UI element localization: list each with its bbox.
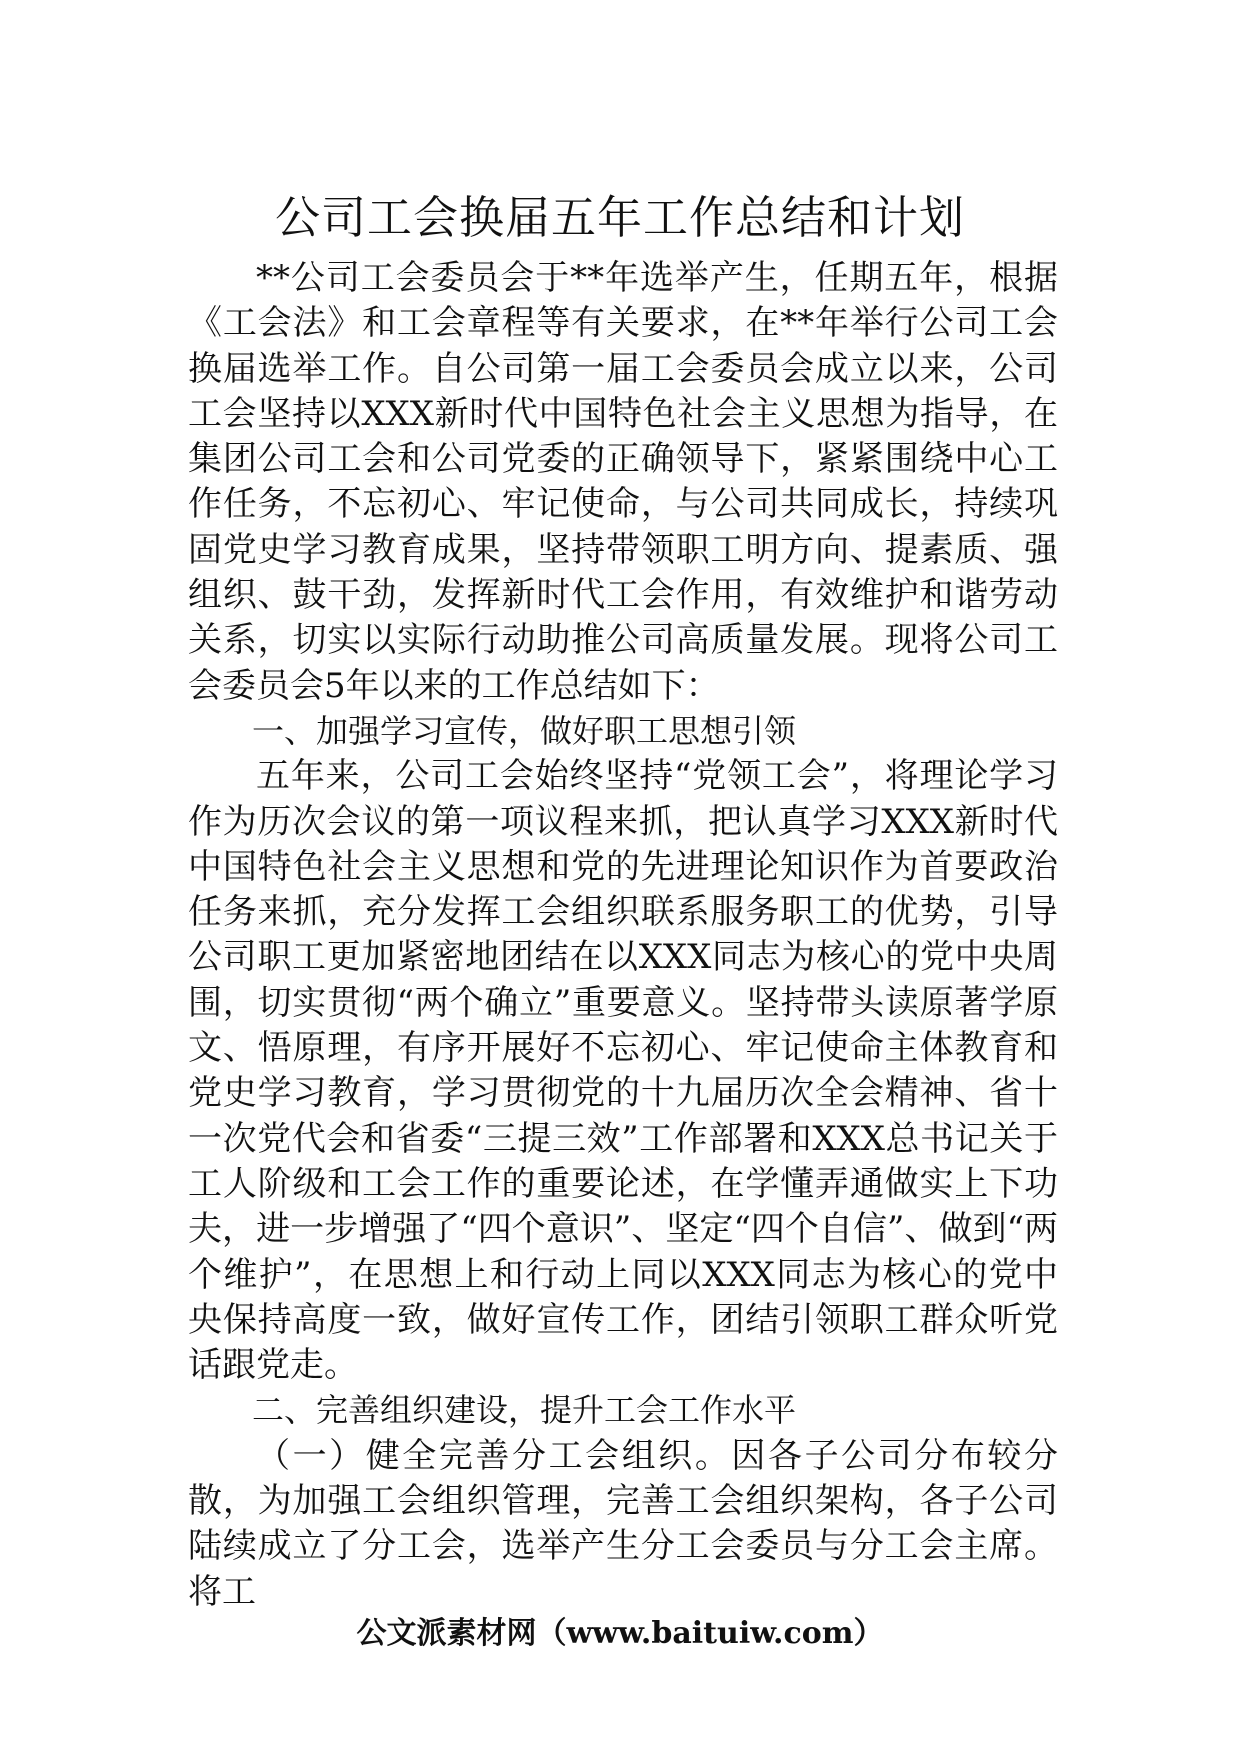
document-title: 公司工会换届五年工作总结和计划: [274, 191, 965, 244]
section-heading-1: 一、加强学习宣传，做好职工思想引领: [252, 711, 797, 750]
paragraph-section-2-1: （一）健全完善分工会组织。因各子公司分布较分散，为加强工会组织管理，完善工会组织架构，各子公司陆续成立了分工会，选举产生分工会委员与分工会主席。将工: [188, 1435, 1058, 1612]
document-body: [188, 256, 1058, 1615]
footer-watermark-text: 公文派素材网（www.baituiw.com）: [356, 1616, 884, 1651]
section-heading-2: 二、完善组织建设，提升工会工作水平: [252, 1391, 797, 1430]
paragraph-section-1: 五年来，公司工会始终坚持“党领工会”，将理论学习作为历次会议的第一项议程来抓，把认真学习XXX新时代中国特色社会主义思想和党的先进理论知识作为首要政治任务来抓，充分发挥工会组织联系服务职工的优势，引导公司职工更加紧密地团结在以XXX同志为核心的党中央周围，切实贯彻“两个确立”重要意义。坚持带头读原著学原文、悟原理，有序开展好不忘初心、牢记使命主体教育和党史学习教育，学习贯彻党的十九届历次全会精神、省十一次党代会和省委“三提三效”工作部署和XXX总书记关于工人阶级和工会工作的重要论述，在学懂弄通做实上下功夫，进一步增强了“四个意识”、坚定“四个自信”、做到“两个维护”，在思想上和行动上同以XXX同志为核心的党中央保持高度一致，做好宣传工作，团结引领职工群众听党话跟党走。: [188, 756, 1058, 1386]
paragraph-intro: **公司工会委员会于**年选举产生，任期五年，根据《工会法》和工会章程等有关要求，在**年举行公司工会换届选举工作。自公司第一届工会委员会成立以来，公司工会坚持以XXX新时代中国特色社会主义思想为指导，在集团公司工会和公司党委的正确领导下，紧紧围绕中心工作任务，不忘初心、牢记使命，与公司共同成长，持续巩固党史学习教育成果，坚持带领职工明方向、提素质、强组织、鼓干劲，发挥新时代工会作用，有效维护和谐劳动关系，切实以实际行动助推公司高质量发展。现将公司工会委员会5年以来的工作总结如下：: [188, 258, 1058, 706]
